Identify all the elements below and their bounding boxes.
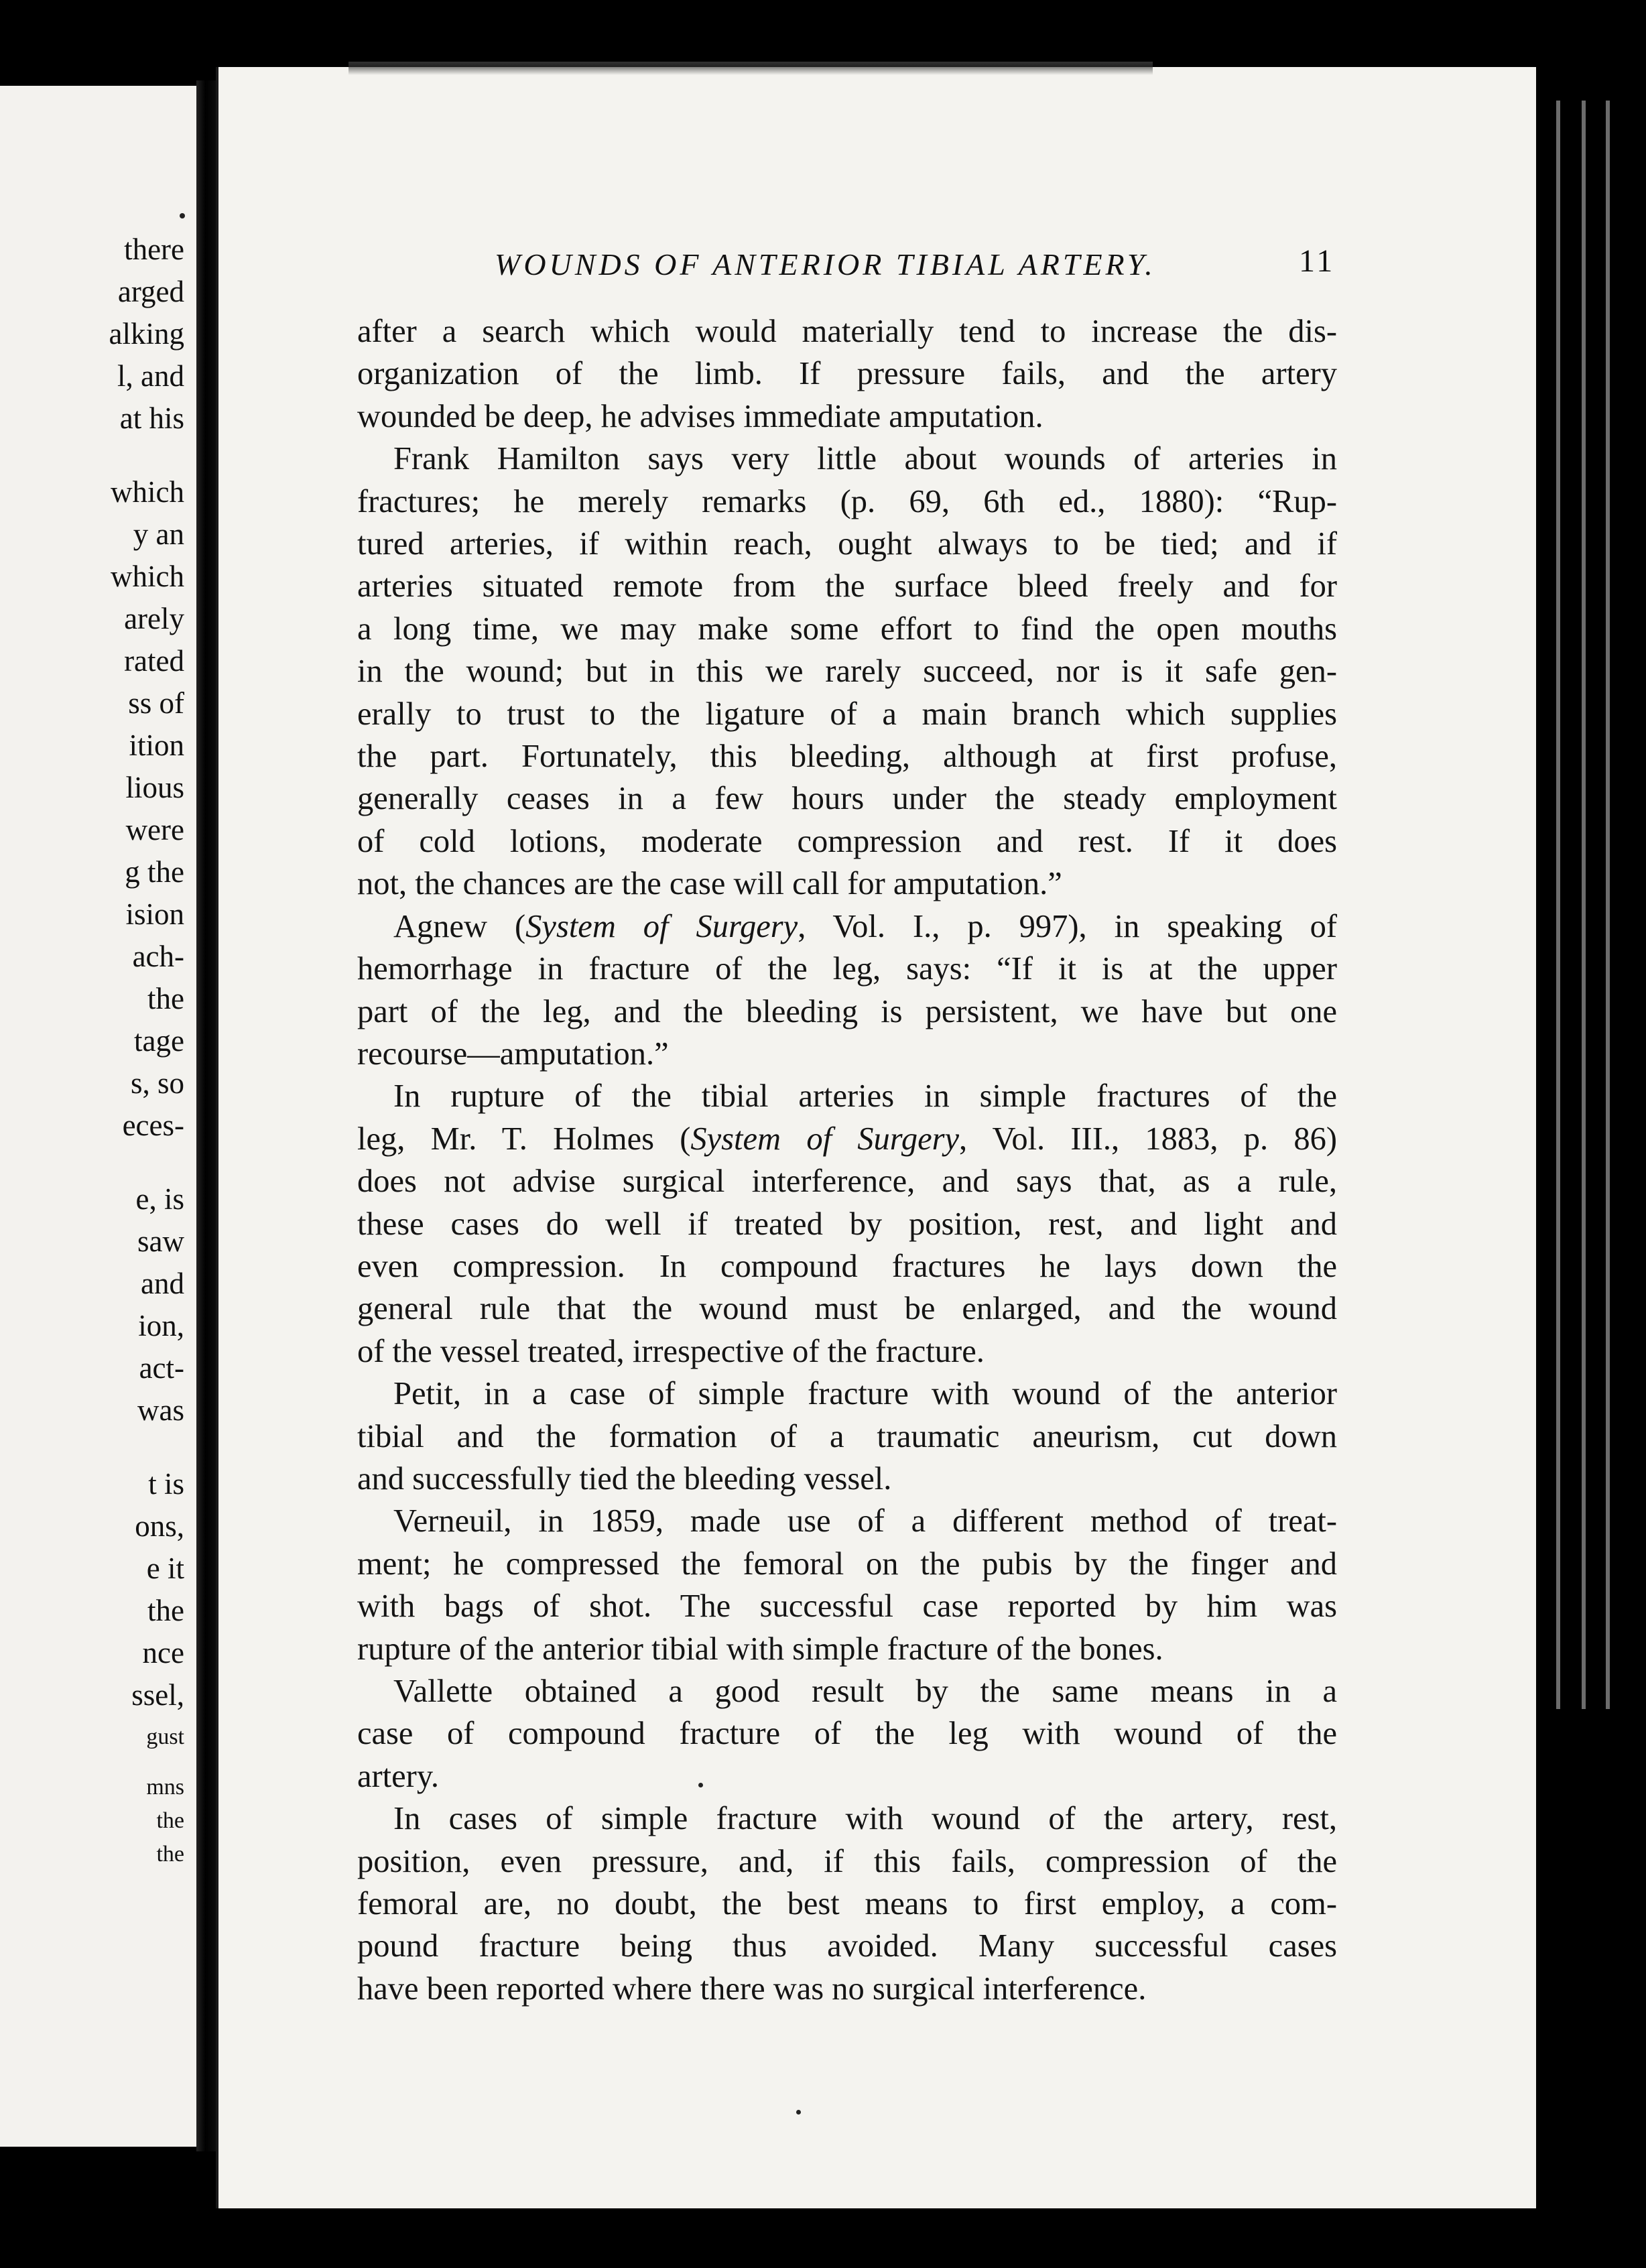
- facing-page-text-fragment: lious: [125, 771, 184, 804]
- facing-page-text-fragment: ision: [125, 897, 184, 931]
- text-run: these cases do well if treated by position, rest, and light and: [357, 1206, 1337, 1242]
- text-run: Verneuil, in 1859, made use of a different method of treat-: [393, 1503, 1337, 1539]
- text-run: part of the leg, and the bleeding is persistent, we have but one: [357, 993, 1337, 1029]
- facing-page-text-fragment: were: [125, 813, 184, 846]
- text-run: recourse—amputation.”: [357, 1035, 669, 1072]
- text-line: [357, 395, 1337, 438]
- text-run: and successfully tied the bleeding vessel.: [357, 1460, 892, 1497]
- running-head: WOUNDS OF ANTERIOR TIBIAL ARTERY.: [495, 247, 1156, 281]
- facing-page-text-fragment: nce: [142, 1636, 184, 1670]
- paragraph: [357, 438, 1337, 905]
- paragraph: [357, 1373, 1337, 1500]
- facing-page-text-fragment: e it: [146, 1552, 184, 1585]
- text-run: artery.: [357, 1758, 440, 1794]
- text-line: [357, 1500, 1337, 1542]
- facing-page-text-fragment: ssel,: [131, 1678, 184, 1712]
- text-line: [357, 1118, 1337, 1160]
- text-run: even compression. In compound fractures he lays down the: [357, 1248, 1337, 1284]
- paragraph: [357, 1670, 1337, 1798]
- page-top-shadow: [349, 62, 1153, 75]
- facing-page-text-fragment: arged: [117, 275, 184, 308]
- text-run: with bags of shot. The successful case reported by him was: [357, 1588, 1337, 1625]
- text-line: [357, 1330, 1337, 1373]
- text-run: Vallette obtained a good result by the same means in a: [393, 1674, 1337, 1709]
- facing-page-text-fragment: mns: [146, 1775, 184, 1800]
- text-run: rupture of the anterior tibial with simple fracture of the bones.: [357, 1631, 1163, 1667]
- text-run: wounded be deep, he advises immediate amputation.: [357, 398, 1043, 434]
- text-run: the part. Fortunately, this bleeding, although at first profuse,: [357, 739, 1337, 775]
- facing-page-text-fragment: the: [156, 1842, 184, 1867]
- facing-page-text-fragment: gust: [146, 1724, 184, 1749]
- text-line: [357, 693, 1337, 735]
- facing-page-text-fragment: l, and: [117, 359, 184, 393]
- facing-page-text-fragment: tage: [134, 1024, 184, 1058]
- text-run: , Vol. III., 1883, p. 86): [959, 1121, 1338, 1157]
- text-line: [357, 1373, 1337, 1415]
- text-run: Agnew (: [393, 908, 526, 944]
- text-run: of the vessel treated, irrespective of the fracture.: [357, 1333, 985, 1369]
- text-line: [357, 1628, 1337, 1670]
- text-line: [357, 1925, 1337, 1967]
- facing-page-text-fragment: ion,: [138, 1309, 184, 1342]
- text-line: [357, 353, 1337, 395]
- text-line: [357, 1798, 1337, 1840]
- text-line: [357, 1670, 1337, 1712]
- facing-page-text-fragment: saw: [137, 1224, 184, 1258]
- text-line: [357, 1883, 1337, 1925]
- text-run: not, the chances are the case will call for amputation.”: [357, 866, 1062, 902]
- paragraph: [357, 1075, 1337, 1373]
- text-run: of cold lotions, moderate compression and rest. If it does: [357, 823, 1337, 859]
- text-run: after a search which would materially tend to increase the dis-: [357, 314, 1337, 349]
- text-run: leg, Mr. T. Holmes (: [357, 1121, 691, 1157]
- text-line: [357, 948, 1337, 990]
- text-run: a long time, we may make some effort to find the open mouths: [357, 611, 1337, 647]
- text-line: [357, 1203, 1337, 1245]
- text-line: [357, 1160, 1337, 1202]
- text-run: case of compound fracture of the leg with wound of the: [357, 1716, 1337, 1752]
- facing-page-text-fragment: the: [156, 1808, 184, 1833]
- text-run: position, even pressure, and, if this fails, compression of the: [357, 1843, 1337, 1879]
- book-title-italic: System of Surgery: [690, 1121, 960, 1157]
- facing-page-text-fragment: there: [124, 233, 184, 266]
- paragraph: [357, 1798, 1337, 2010]
- text-line: [357, 863, 1337, 905]
- text-run: fractures; he merely remarks (p. 69, 6th ed., 1880): “Rup-: [357, 483, 1337, 519]
- text-line: [357, 1075, 1337, 1117]
- text-run: erally to trust to the ligature of a main branch which supplies: [357, 696, 1337, 732]
- text-line: [357, 1840, 1337, 1883]
- text-line: [357, 1415, 1337, 1458]
- facing-page-text-fragment: ition: [129, 729, 184, 762]
- text-run: In rupture of the tibial arteries in simple fractures of the: [393, 1078, 1337, 1115]
- text-line: [357, 991, 1337, 1033]
- facing-page-text-fragment: the: [147, 1594, 184, 1627]
- text-line: [357, 523, 1337, 565]
- text-run: In cases of simple fracture with wound of the artery, rest,: [393, 1801, 1337, 1837]
- text-line: [357, 1245, 1337, 1287]
- text-line: [357, 1458, 1337, 1500]
- facing-page-text-fragment: eces-: [122, 1109, 184, 1142]
- text-run: hemorrhage in fracture of the leg, says: “If it is at the upper: [357, 951, 1337, 987]
- facing-page-fragment: [0, 86, 198, 2147]
- text-line: [357, 777, 1337, 820]
- facing-page-text-fragment: y an: [133, 517, 184, 551]
- paragraph: [357, 905, 1337, 1076]
- facing-page-text-fragment: ons,: [135, 1509, 184, 1543]
- text-line: [357, 438, 1337, 480]
- text-run: Frank Hamilton says very little about wounds of arteries in: [393, 441, 1337, 477]
- paragraph: [357, 1500, 1337, 1670]
- text-line: [357, 1543, 1337, 1585]
- facing-page-text-fragment: and: [141, 1267, 184, 1300]
- facing-page-text-fragment: was: [137, 1393, 184, 1427]
- text-line: [357, 735, 1337, 777]
- text-line: [357, 481, 1337, 523]
- text-line: [357, 608, 1337, 650]
- dust-speck: [180, 213, 185, 218]
- facing-page-text-fragment: e, is: [135, 1182, 184, 1216]
- facing-page-text-fragment: the: [147, 982, 184, 1015]
- facing-page-text-fragment: which: [111, 560, 184, 593]
- text-line: [357, 565, 1337, 607]
- text-run: generally ceases in a few hours under the steady employment: [357, 781, 1337, 817]
- text-run: , Vol. I., p. 997), in speaking of: [798, 908, 1338, 944]
- text-line: [357, 650, 1337, 692]
- facing-page-text-fragment: rated: [124, 644, 184, 678]
- text-run: tibial and the formation of a traumatic aneurism, cut down: [357, 1418, 1337, 1454]
- paragraph: [357, 310, 1337, 438]
- text-line: [357, 1755, 1337, 1798]
- text-run: pound fracture being thus avoided. Many successful cases: [357, 1928, 1337, 1964]
- facing-page-text-fragment: s, so: [130, 1066, 184, 1100]
- facing-page-text-fragment: ach-: [132, 940, 184, 973]
- text-line: [357, 1712, 1337, 1755]
- text-run: ment; he compressed the femoral on the pubis by the finger and: [357, 1546, 1337, 1582]
- text-line: [357, 1033, 1337, 1075]
- text-line: [357, 1287, 1337, 1330]
- dust-speck: [698, 1783, 703, 1787]
- facing-page-text-fragment: at his: [119, 401, 184, 435]
- text-line: [357, 310, 1337, 353]
- book-title-italic: System of Surgery: [525, 908, 798, 944]
- page-edge-stack: [1536, 101, 1646, 1709]
- text-run: arteries situated remote from the surface bleed freely and for: [357, 568, 1337, 605]
- text-run: Petit, in a case of simple fracture with wound of the anterior: [393, 1376, 1337, 1412]
- text-run: organization of the limb. If pressure fails, and the artery: [357, 356, 1337, 392]
- text-run: femoral are, no doubt, the best means to first employ, a com-: [357, 1886, 1337, 1922]
- text-run: does not advise surgical interference, and says that, as a rule,: [357, 1163, 1337, 1200]
- dust-speck: [796, 2110, 801, 2115]
- text-run: tured arteries, if within reach, ought always to be tied; and if: [357, 526, 1337, 562]
- text-run: have been reported where there was no surgical interference.: [357, 1970, 1147, 2007]
- body-text: [357, 310, 1337, 2010]
- facing-page-text-fragment: t is: [148, 1467, 184, 1501]
- facing-page-text-fragment: arely: [124, 602, 184, 635]
- text-line: [357, 905, 1337, 948]
- facing-page-text-fragment: which: [111, 475, 184, 509]
- facing-page-text-fragment: act-: [139, 1351, 184, 1385]
- text-line: [357, 1585, 1337, 1627]
- text-line: [357, 820, 1337, 863]
- text-line: [357, 1968, 1337, 2010]
- text-run: general rule that the wound must be enlarged, and the wound: [357, 1291, 1337, 1327]
- facing-page-text-fragment: g the: [125, 855, 184, 889]
- facing-page-text-fragment: ss of: [128, 686, 184, 720]
- facing-page-text-fragment: alking: [109, 317, 184, 351]
- text-run: in the wound; but in this we rarely succeed, nor is it safe gen-: [357, 653, 1337, 690]
- page-number: 11: [1299, 243, 1336, 279]
